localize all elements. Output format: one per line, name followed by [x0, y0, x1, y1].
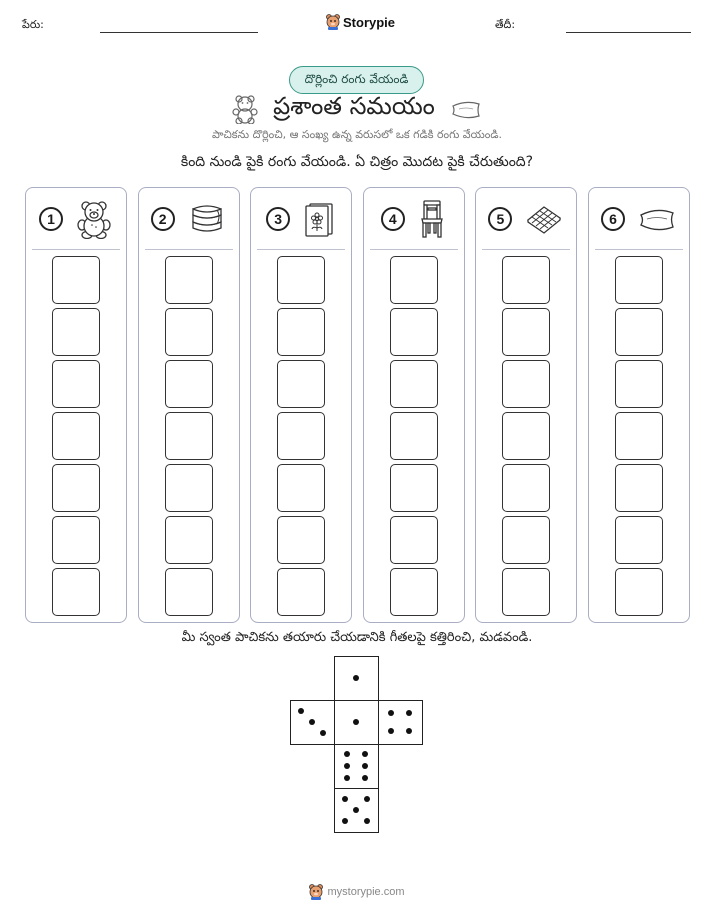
color-cell[interactable]	[502, 256, 550, 304]
column-header	[482, 188, 570, 250]
column-header	[32, 188, 120, 250]
column-header	[257, 188, 345, 250]
waffle-mat-icon	[524, 204, 564, 234]
die-face-4	[378, 700, 423, 745]
subtitle: పాచికను దొర్లించి, ఆ సంఖ్య ఉన్న వరుసలో ఒక గడికి రంగు వేయండి.	[212, 128, 502, 141]
color-cell[interactable]	[165, 360, 213, 408]
instruction: కింది నుండి పైకి రంగు వేయండి. ఏ చిత్రం మొదట పైకి చేరుతుంది?	[180, 154, 534, 170]
date-line	[566, 32, 691, 33]
color-cell[interactable]	[502, 360, 550, 408]
bear-logo-icon	[326, 14, 340, 30]
column-3	[250, 187, 352, 623]
column-number: 5	[488, 207, 512, 231]
color-cell[interactable]	[615, 516, 663, 564]
cell-stack	[251, 256, 351, 616]
column-6	[588, 187, 690, 623]
column-header	[595, 188, 683, 250]
color-cell[interactable]	[52, 464, 100, 512]
color-cell[interactable]	[390, 360, 438, 408]
column-2	[138, 187, 240, 623]
color-cell[interactable]	[52, 412, 100, 460]
teddy-bear-icon	[75, 199, 113, 239]
chair-icon	[417, 199, 447, 239]
column-4	[363, 187, 465, 623]
die-net	[290, 656, 424, 834]
pillow-icon	[449, 98, 483, 120]
footer	[0, 884, 714, 900]
die-face-6	[334, 744, 379, 789]
title-row	[0, 92, 714, 126]
color-cell[interactable]	[277, 308, 325, 356]
color-cell[interactable]	[52, 568, 100, 616]
color-cell[interactable]	[165, 464, 213, 512]
cell-stack	[364, 256, 464, 616]
color-cell[interactable]	[52, 308, 100, 356]
activity-badge: దొర్లించి రంగు వేయండి	[289, 66, 424, 94]
page-title: ప్రశాంత సమయం	[273, 92, 435, 120]
teddy-bear-icon	[231, 94, 259, 124]
cell-stack	[26, 256, 126, 616]
color-cell[interactable]	[165, 568, 213, 616]
color-cell[interactable]	[615, 464, 663, 512]
color-cell[interactable]	[165, 308, 213, 356]
name-line	[100, 32, 258, 33]
cut-instruction: మీ స్వంత పాచికను తయారు చేయడానికి గీతలపై కత్తిరించి, మడవండి.	[181, 630, 533, 645]
column-1	[25, 187, 127, 623]
color-cell[interactable]	[390, 464, 438, 512]
color-cell[interactable]	[52, 516, 100, 564]
cell-stack	[476, 256, 576, 616]
footer-url: mystorypie.com	[327, 886, 405, 898]
brand-name: Storypie	[343, 14, 396, 30]
die-face-1	[334, 656, 379, 701]
color-cell[interactable]	[277, 568, 325, 616]
color-cell[interactable]	[502, 568, 550, 616]
die-face-5	[334, 788, 379, 833]
color-cell[interactable]	[502, 412, 550, 460]
color-cell[interactable]	[165, 516, 213, 564]
color-cell[interactable]	[390, 308, 438, 356]
color-cell[interactable]	[277, 360, 325, 408]
color-cell[interactable]	[277, 412, 325, 460]
column-header	[370, 188, 458, 250]
color-cell[interactable]	[390, 412, 438, 460]
name-label: పేరు:	[22, 18, 44, 31]
color-cell[interactable]	[52, 360, 100, 408]
color-cell[interactable]	[165, 412, 213, 460]
color-cell[interactable]	[390, 516, 438, 564]
folded-blanket-icon	[187, 204, 227, 234]
picture-book-icon	[302, 201, 336, 237]
column-number: 3	[266, 207, 290, 231]
color-cell[interactable]	[277, 256, 325, 304]
bear-logo-icon	[309, 884, 323, 900]
header	[0, 14, 714, 38]
color-cell[interactable]	[615, 412, 663, 460]
pillow-icon	[637, 205, 677, 233]
race-columns	[25, 187, 690, 623]
brand-logo	[326, 14, 395, 30]
column-number: 2	[151, 207, 175, 231]
color-cell[interactable]	[615, 256, 663, 304]
color-cell[interactable]	[390, 256, 438, 304]
column-number: 6	[601, 207, 625, 231]
column-header	[145, 188, 233, 250]
color-cell[interactable]	[502, 308, 550, 356]
color-cell[interactable]	[390, 568, 438, 616]
cell-stack	[589, 256, 689, 616]
color-cell[interactable]	[502, 464, 550, 512]
color-cell[interactable]	[502, 516, 550, 564]
column-number: 4	[381, 207, 405, 231]
color-cell[interactable]	[615, 360, 663, 408]
date-label: తేదీ:	[495, 18, 516, 31]
column-5	[475, 187, 577, 623]
color-cell[interactable]	[277, 464, 325, 512]
color-cell[interactable]	[615, 568, 663, 616]
color-cell[interactable]	[52, 256, 100, 304]
die-face-1	[334, 700, 379, 745]
color-cell[interactable]	[277, 516, 325, 564]
column-number: 1	[39, 207, 63, 231]
cell-stack	[139, 256, 239, 616]
die-face-3	[290, 700, 335, 745]
color-cell[interactable]	[165, 256, 213, 304]
color-cell[interactable]	[615, 308, 663, 356]
